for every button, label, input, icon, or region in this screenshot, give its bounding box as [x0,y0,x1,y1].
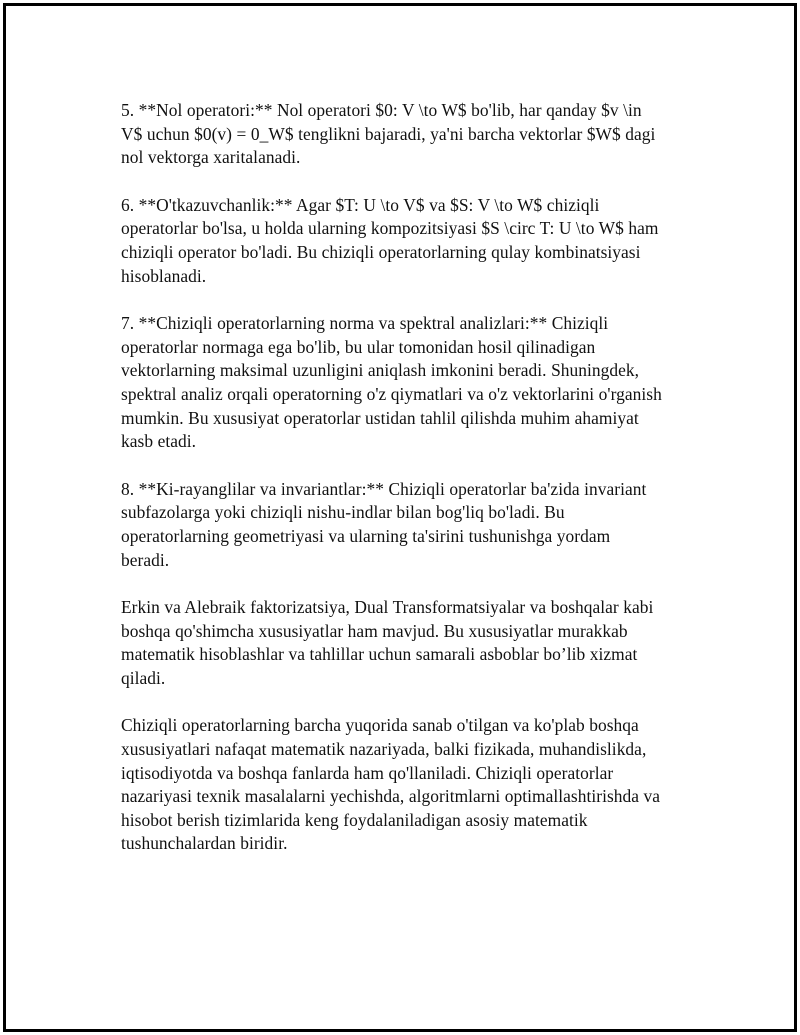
document-body [121,99,701,880]
text-line: mumkin. Bu xususiyat operatorlar ustidan tahlil qilishda muhim ahamiyat [121,407,639,428]
text-line: Erkin va Alebraik faktorizatsiya, Dual Transformatsiyalar va boshqalar kabi [121,597,654,618]
text-line: 6. **O'tkazuvchanlik:** Agar $T: U \to V$ va $S: V \to W$ chiziqli [121,194,600,215]
text-line: operatorlar normaga ega bo'lib, bu ular tomonidan hosil qilinadigan [121,336,596,357]
text-line: 7. **Chiziqli operatorlarning norma va spektral analizlari:** Chiziqli [121,313,609,334]
text-line: chiziqli operator bo'ladi. Bu chiziqli operatorlarning qulay kombinatsiyasi [121,241,641,262]
text-line: subfazolarga yoki chiziqli nishu-indlar bilan bog'liq bo'ladi. Bu [121,502,565,523]
page-frame [3,3,797,1032]
text-line: operatorlarning geometriyasi va ularning ta'sirini tushunishga yordam [121,525,611,546]
text-line: boshqa qo'shimcha xususiyatlar ham mavjud. Bu xususiyatlar murakkab [121,620,628,641]
text-line: tushunchalardan biridir. [121,833,288,854]
text-line: operatorlar bo'lsa, u holda ularning kompozitsiyasi $S \circ T: U \to W$ ham [121,218,659,239]
text-line: 5. **Nol operatori:** Nol operatori $0: V \to W$ bo'lib, har qanday $v \in [121,100,642,120]
text-line: hisobot berish tizimlarida keng foydalaniladigan asosiy matematik [121,809,588,830]
paragraph-extra-properties [121,596,701,690]
text-line: iqtisodiyotda va boshqa fanlarda ham qo'llaniladi. Chiziqli operatorlar [121,762,614,783]
text-line: 8. **Ki-rayanglilar va invariantlar:** Chiziqli operatorlar ba'zida invariant [121,478,647,499]
paragraph-conclusion [121,714,701,856]
text-line: qiladi. [121,667,166,688]
text-line: matematik hisoblashlar va tahlillar uchun samarali asboblar bo’lib xizmat [121,644,638,665]
text-line: xususiyatlari nafaqat matematik nazariyada, balki fizikada, muhandislikda, [121,739,647,760]
text-line: kasb etadi. [121,431,197,452]
paragraph-item-8 [121,478,701,572]
text-line: spektral analiz orqali operatorning o'z qiymatlari va o'z vektorlarini o'rganish [121,383,662,404]
text-line: nol vektorga xaritalanadi. [121,147,301,168]
text-line: hisoblanadi. [121,265,207,286]
paragraph-item-5 [121,99,701,170]
paragraph-item-6 [121,194,701,288]
text-line: V$ uchun $0(v) = 0_W$ tenglikni bajaradi, ya'ni barcha vektorlar $W$ dagi [121,123,656,144]
text-line: vektorlarning maksimal uzunligini aniqlash imkonini beradi. Shuningdek, [121,360,640,381]
text-line: nazariyasi texnik masalalarni yechishda, algoritmlarni optimallashtirishda va [121,786,661,807]
paragraph-item-7 [121,312,701,454]
text-line: beradi. [121,549,170,570]
text-line: Chiziqli operatorlarning barcha yuqorida sanab o'tilgan va ko'plab boshqa [121,715,639,736]
